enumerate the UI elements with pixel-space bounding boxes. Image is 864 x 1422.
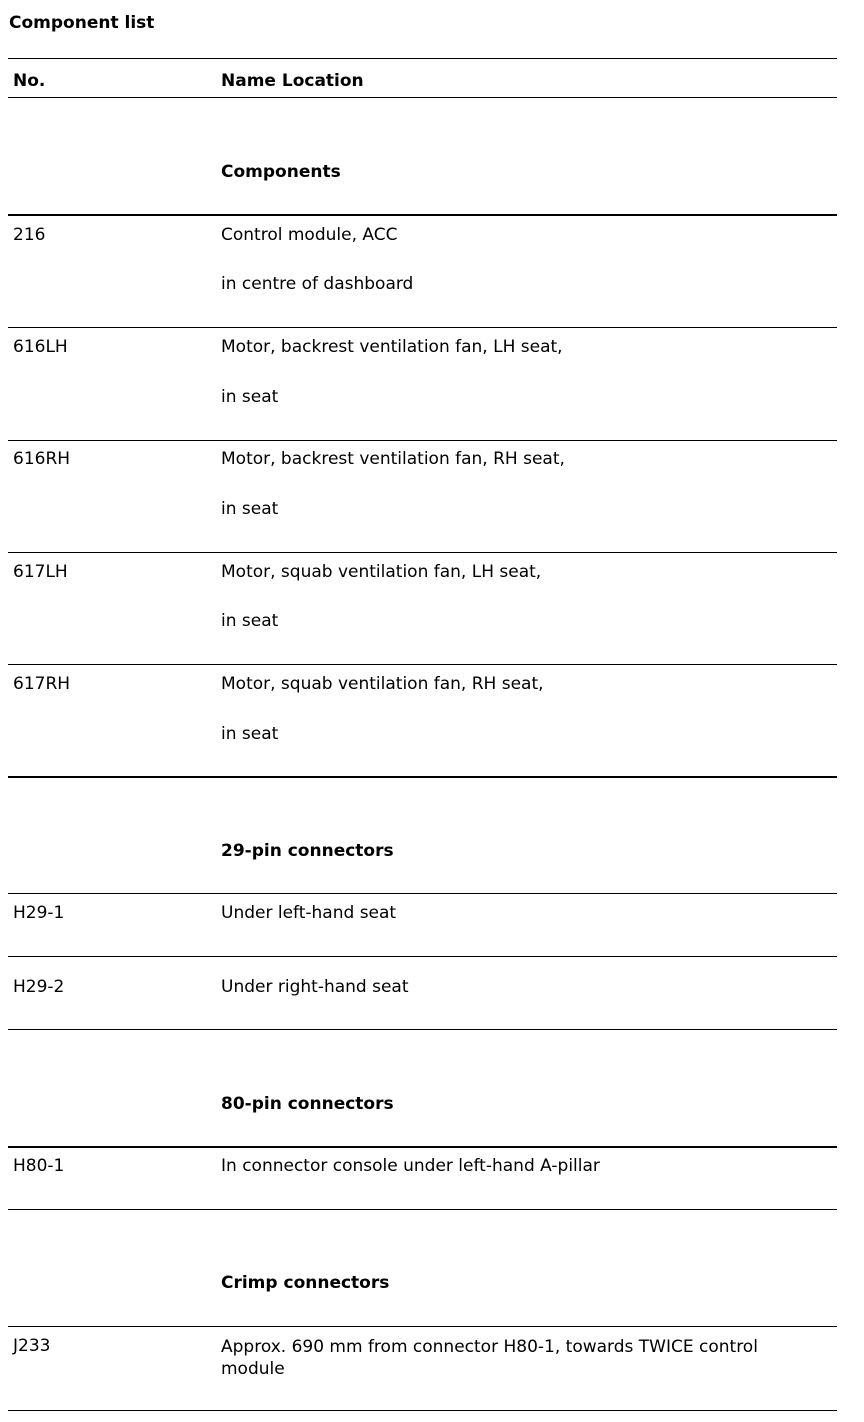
row-name: Approx. 690 mm from connector H80-1, towards TWICE control module bbox=[221, 1337, 758, 1379]
section-heading-crimp: Crimp connectors bbox=[221, 1273, 390, 1293]
divider bbox=[8, 776, 837, 778]
row-no: H29-1 bbox=[13, 903, 65, 923]
row-name: Control module, ACC bbox=[221, 225, 398, 245]
row-name: Motor, backrest ventilation fan, RH seat, bbox=[221, 449, 565, 469]
section-heading-29-pin: 29-pin connectors bbox=[221, 841, 394, 861]
section-heading-80-pin: 80-pin connectors bbox=[221, 1094, 394, 1114]
row-no: 216 bbox=[13, 225, 46, 245]
divider bbox=[8, 327, 837, 328]
row-location: in seat bbox=[221, 724, 279, 744]
row-no: H29-2 bbox=[13, 977, 65, 997]
row-name: Under left-hand seat bbox=[221, 903, 397, 923]
divider bbox=[8, 1410, 837, 1411]
divider bbox=[8, 1146, 837, 1148]
divider bbox=[8, 58, 837, 59]
row-location: in seat bbox=[221, 611, 279, 631]
divider bbox=[8, 552, 837, 553]
row-no: 617LH bbox=[13, 562, 68, 582]
divider bbox=[8, 440, 837, 441]
divider bbox=[8, 664, 837, 665]
row-location: in centre of dashboard bbox=[221, 274, 414, 294]
divider bbox=[8, 97, 837, 98]
row-location: in seat bbox=[221, 387, 279, 407]
divider bbox=[8, 893, 837, 894]
row-name: Under right-hand seat bbox=[221, 977, 409, 997]
row-name: Motor, backrest ventilation fan, LH seat, bbox=[221, 337, 563, 357]
row-no: 617RH bbox=[13, 674, 71, 694]
row-name: Motor, squab ventilation fan, RH seat, bbox=[221, 674, 544, 694]
section-heading-components: Components bbox=[221, 162, 341, 182]
divider bbox=[8, 1209, 837, 1210]
divider bbox=[8, 1029, 837, 1030]
divider bbox=[8, 1326, 837, 1327]
column-header-no: No. bbox=[13, 71, 46, 91]
row-no: H80-1 bbox=[13, 1156, 65, 1176]
row-name: Motor, squab ventilation fan, LH seat, bbox=[221, 562, 542, 582]
row-no: J233 bbox=[13, 1336, 51, 1356]
page-title: Component list bbox=[9, 13, 155, 33]
divider bbox=[8, 214, 837, 216]
divider bbox=[8, 956, 837, 957]
row-name: In connector console under left-hand A-pillar bbox=[221, 1156, 600, 1176]
column-header-name-location: Name Location bbox=[221, 71, 364, 91]
row-no: 616RH bbox=[13, 449, 71, 469]
row-no: 616LH bbox=[13, 337, 68, 357]
row-location: in seat bbox=[221, 499, 279, 519]
